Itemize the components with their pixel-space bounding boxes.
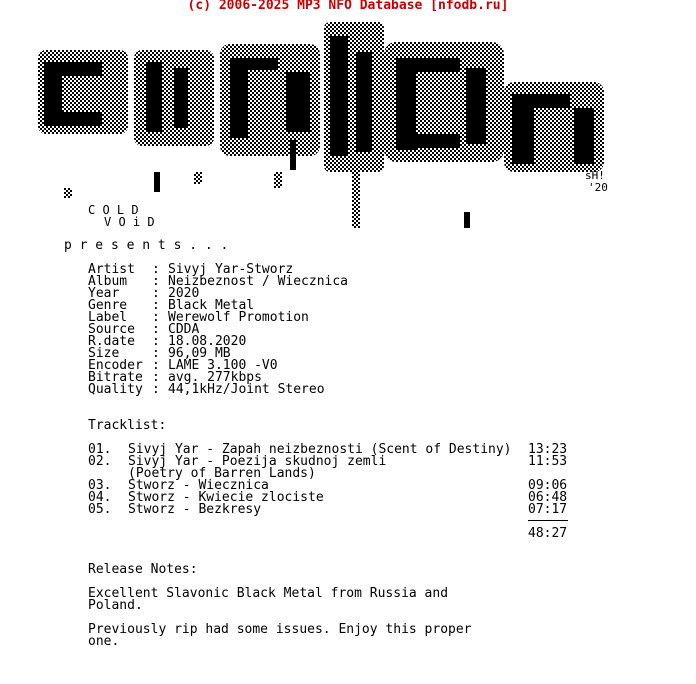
info-label: Size [88, 346, 120, 361]
track-subtitle: (Poetry of Barren Lands) [128, 466, 316, 481]
info-colon: : [152, 382, 160, 397]
notes-para1-line1: Excellent Slavonic Black Metal from Russia and [88, 586, 449, 601]
track-number: 02. [88, 454, 112, 469]
group-name-line1: C O L D [88, 203, 139, 217]
group-name-line2: V O i D [104, 215, 155, 229]
track-title: Sivyj Yar - Poezija skudnoj zemli [128, 454, 387, 469]
info-colon: : [152, 370, 160, 385]
artist-signature: sH! [585, 169, 605, 182]
notes-para1-line2: Poland. [88, 598, 143, 613]
info-value: 44,1kHz/Joint Stereo [168, 382, 325, 397]
info-label: Album [88, 274, 128, 289]
track-title: Stworz - Kwiecie zlociste [128, 490, 324, 505]
info-colon: : [152, 298, 160, 313]
nfodb-header: (c) 2006-2025 MP3 NFO Database [nfodb.ru] [187, 0, 509, 13]
info-colon: : [152, 310, 160, 325]
presents-line: p r e s e n t s . . . [64, 238, 229, 253]
track-number: 01. [88, 442, 112, 457]
info-label: Bitrate [88, 370, 143, 385]
info-colon: : [152, 346, 160, 361]
info-colon: : [152, 334, 160, 349]
track-time: 11:53 [528, 454, 568, 469]
track-number: 03. [88, 478, 112, 493]
info-label: Source [88, 322, 135, 337]
total-separator [528, 520, 568, 521]
info-colon: : [152, 262, 160, 277]
info-colon: : [152, 274, 160, 289]
info-label: Artist [88, 262, 135, 277]
info-label: Year [88, 286, 120, 301]
track-title: Sivyj Yar - Zapah neizbeznosti (Scent of Destiny) [128, 442, 512, 457]
info-value: Neizbeznost / Wiecznica [168, 274, 349, 289]
info-colon: : [152, 322, 160, 337]
tracklist-heading: Tracklist: [88, 418, 167, 433]
track-number: 05. [88, 502, 112, 517]
track-time: 09:06 [528, 478, 568, 493]
artist-signature-year: '20 [588, 181, 608, 194]
track-title: Stworz - Wiecznica [128, 478, 269, 493]
info-colon: : [152, 358, 160, 373]
notes-para2-line1: Previously rip had some issues. Enjoy this proper [88, 622, 472, 637]
track-time: 07:17 [528, 502, 568, 517]
info-label: Quality [88, 382, 143, 397]
cold-void-ascii-logo [34, 22, 614, 232]
info-value: avg. 277kbps [168, 370, 262, 385]
info-value: 2020 [168, 286, 200, 301]
track-number: 04. [88, 490, 112, 505]
info-value: 96,09 MB [168, 346, 231, 361]
info-value: Werewolf Promotion [168, 310, 309, 325]
notes-para2-line2: one. [88, 634, 120, 649]
info-value: LAME 3.100 -V0 [168, 358, 278, 373]
info-value: Sivyj Yar-Stworz [168, 262, 294, 277]
track-time: 13:23 [528, 442, 568, 457]
total-time: 48:27 [528, 526, 568, 541]
info-colon: : [152, 286, 160, 301]
track-time: 06:48 [528, 490, 568, 505]
info-label: R.date [88, 334, 135, 349]
info-value: 18.08.2020 [168, 334, 247, 349]
notes-heading: Release Notes: [88, 562, 198, 577]
info-label: Encoder [88, 358, 143, 373]
info-value: Black Metal [168, 298, 255, 313]
info-label: Label [88, 310, 128, 325]
track-title: Stworz - Bezkresy [128, 502, 262, 517]
info-label: Genre [88, 298, 128, 313]
info-value: CDDA [168, 322, 200, 337]
